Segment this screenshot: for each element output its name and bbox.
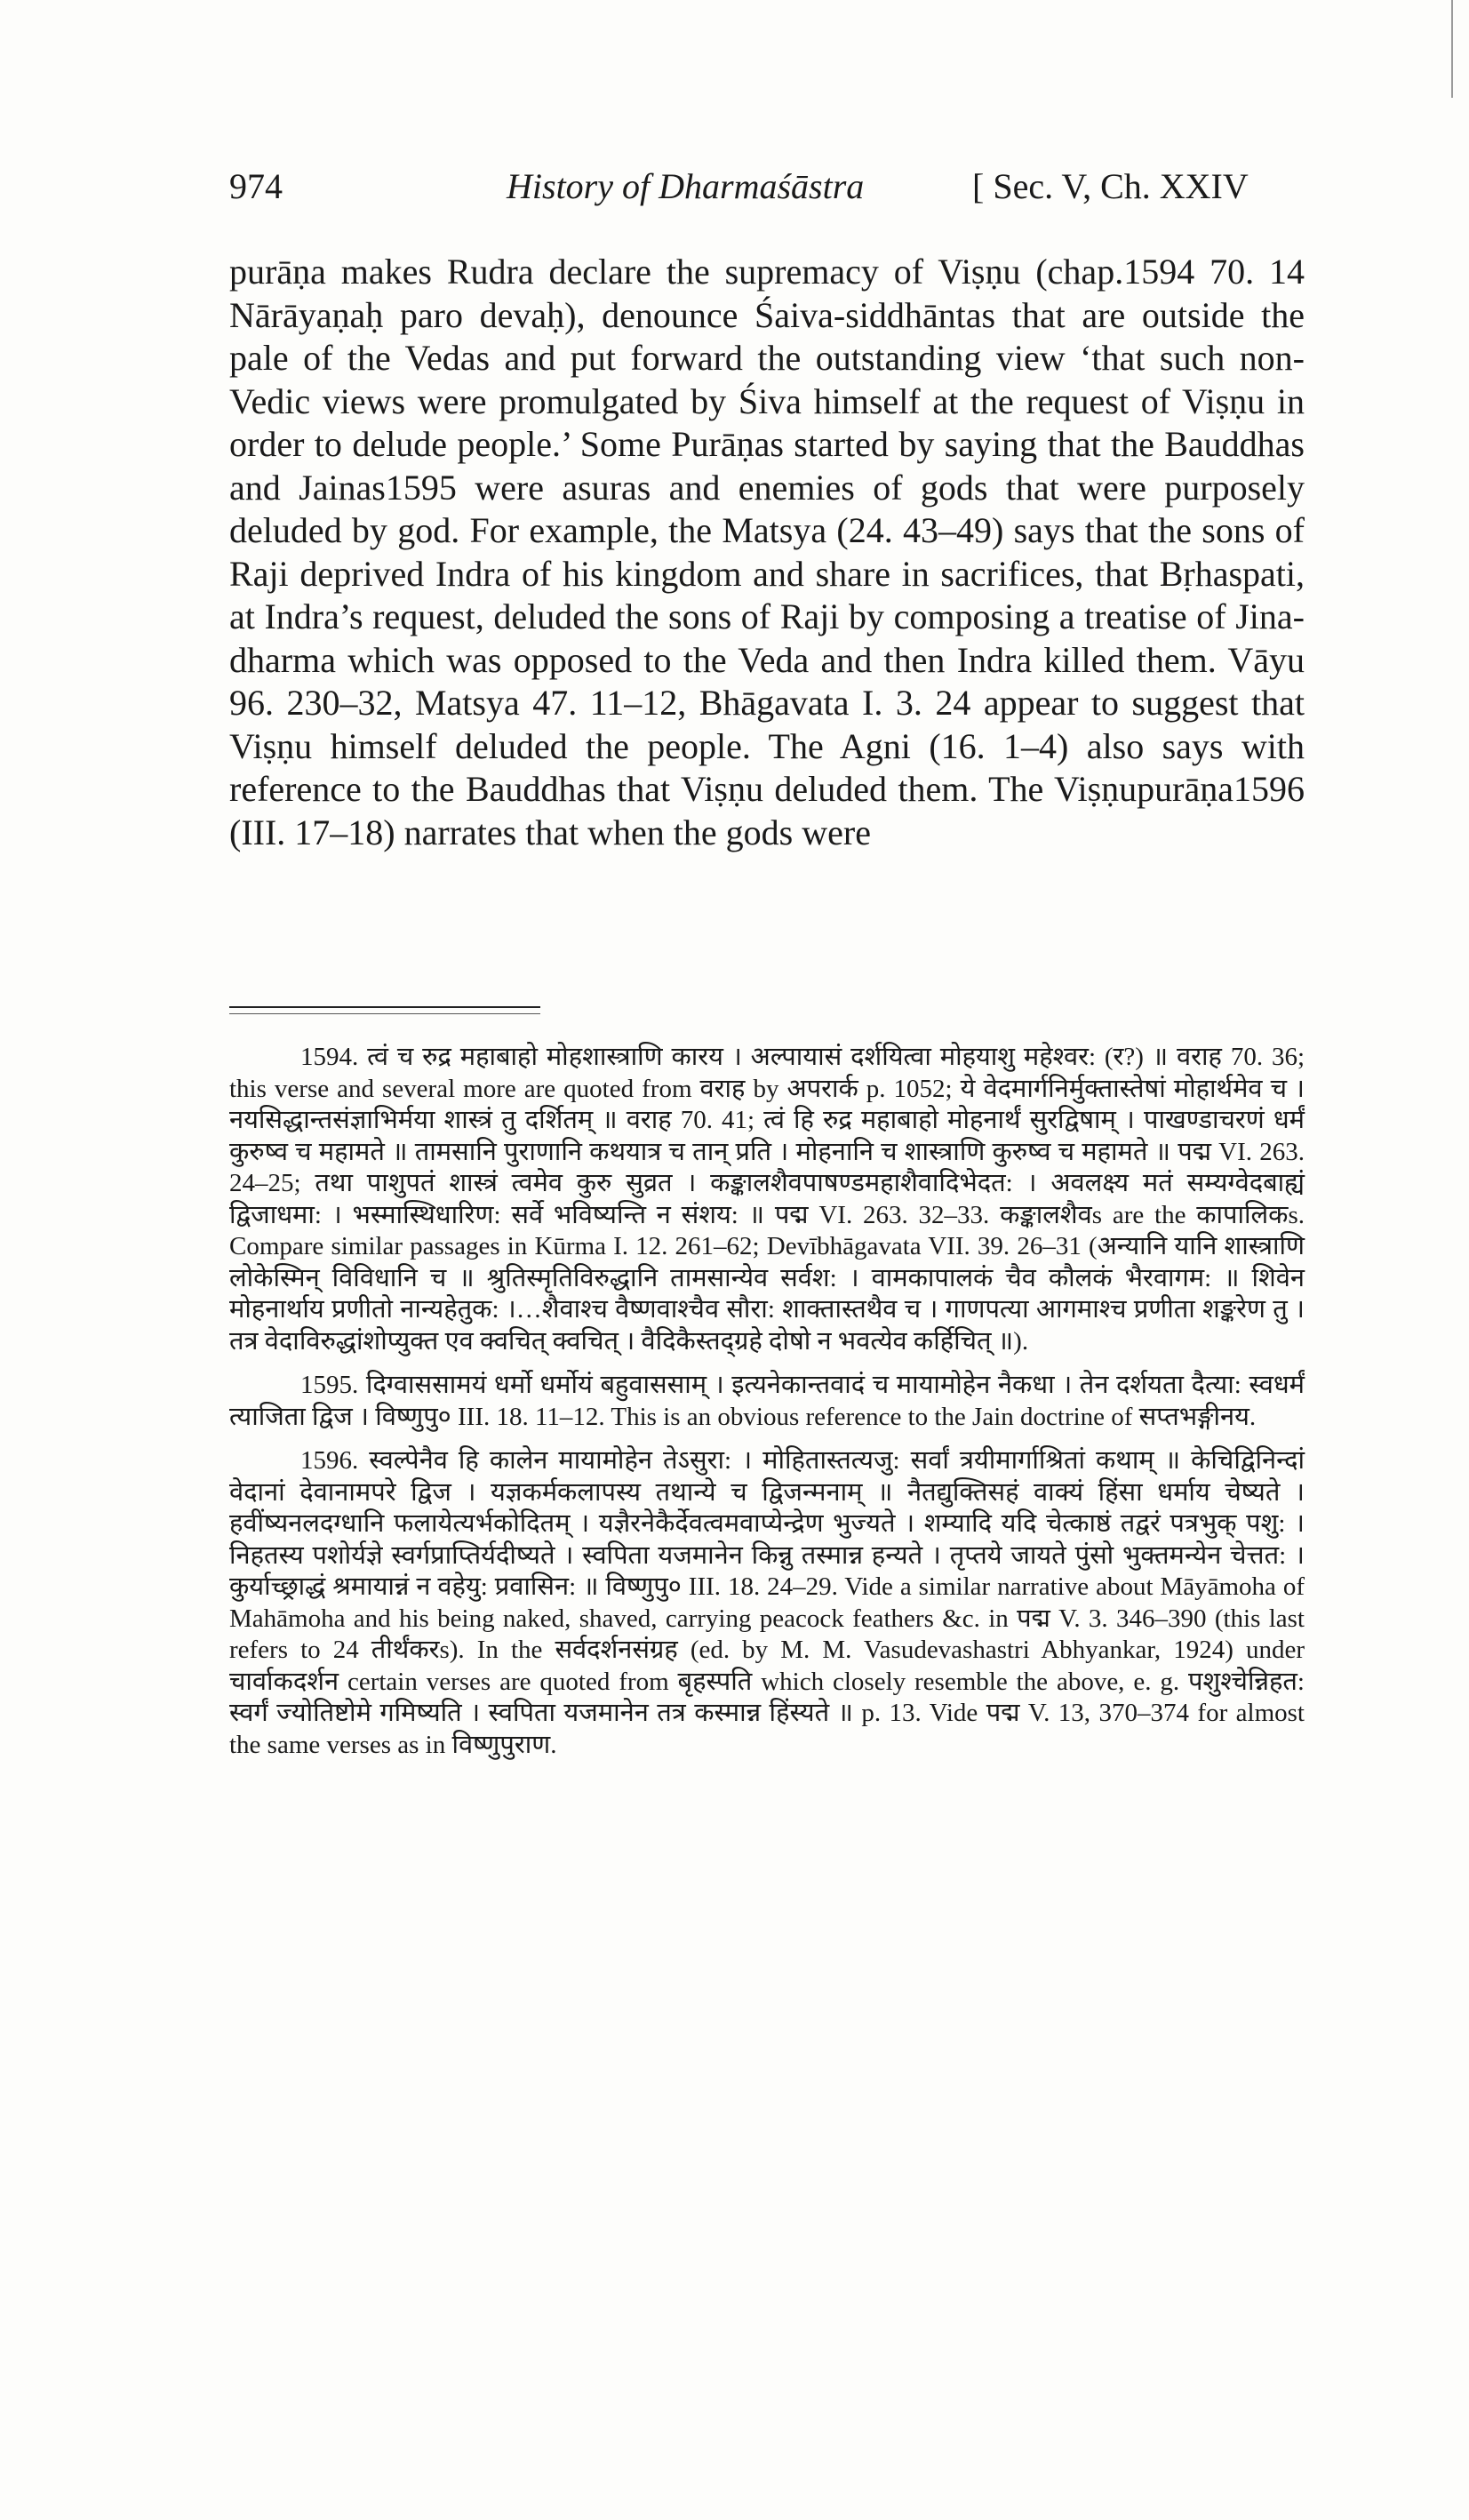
footnote-separator-thin — [229, 1013, 540, 1014]
footnote-number: 1595. — [300, 1371, 359, 1399]
main-text — [229, 251, 1305, 854]
scan-edge-line — [1451, 0, 1453, 98]
footnote-text: त्वं च रुद्र महाबाहो मोहशास्त्राणि कारय । अल्पायासं दर्शयित्वा मोहयाशु महेश्वर: (र?) ॥ वराह 70. 36; this verse and several more are quoted from वराह by अपरार्क p. 1052; ये वेदमार्गनिर्मुक्तास्तेषां मोहार्थमेव च । नयसिद्धान्तसंज्ञाभिर्मया शास्त्रं तु दर्शितम् ॥ वराह 70. 41; त्वं हि रुद्र महाबाहो मोहनार्थं सुरद्विषाम् । पाखण्डाचरणं धर्मं कुरुष्व च महामते ॥ तामसानि पुराणानि कथयात्र च तान् प्रति । मोहनानि च शास्त्राणि कुरुष्व च महामते ॥ पद्म VI. 263. 24–25; तथा पाशुपतं शास्त्रं त्वमेव कुरु सुव्रत । कङ्कालशैवपाषण्डमहाशैवादिभेदत: । अवलक्ष्य मतं सम्यग्वेदबाह्यं द्विजाधमा: । भस्मास्थिधारिण: सर्वे भविष्यन्ति न संशय: ॥ पद्म VI. 263. 32–33. कङ्कालशैवs are the कापालिकs. Compare similar passages in Kūrma I. 12. 261–62; Devībhāgavata VII. 39. 26–31 (अन्यानि यानि शास्त्राणि लोकेस्मिन् विविधानि च ॥ श्रुतिस्मृतिविरुद्धानि तामसान्येव सर्वश: । वामकापालकं चैव कौलकं भैरवागम: ॥ शिवेन मोहनार्थाय प्रणीतो नान्यहेतुक: ।…शैवाश्च वैष्णवाश्चैव सौरा: शाक्तास्तथैव च । गाणपत्या आगमाश्च प्रणीता शङ्करेण तु । तत्र वेदाविरुद्धांशोप्युक्त एव क्वचित् क्वचित् । वैदिकैस्तद्ग्रहे दोषो न भवत्येव कर्हिचित् ॥). — [229, 1043, 1305, 1356]
running-title: History of Dharmaśāstra — [507, 166, 865, 206]
footnote-text: दिग्वाससामयं धर्मो धर्मोयं बहुवाससाम् । इत्यनेकान्तवादं च मायामोहेन नैकधा । तेन दर्शयता दैत्या: स्वधर्मं त्याजिता द्विज । विष्णुपु० III. 18. 11–12. This is an obvious reference to the Jain doctrine of सप्तभङ्गीनय. — [229, 1371, 1305, 1431]
running-header — [229, 165, 1296, 219]
body-paragraph: purāṇa makes Rudra declare the supremacy of Viṣṇu (chap.1594 70. 14 Nārāyaṇaḥ paro devaḥ), denounce Śaiva-siddhāntas that are outside the pale of the Vedas and put forward the outstanding view ‘that such non-Vedic views were promulgated by Śiva himself at the request of Viṣṇu in order to delude people.’ Some Purāṇas started by saying that the Bauddhas and Jainas1595 were asuras and enemies of gods that were purposely deluded by god. For example, the Matsya (24. 43–49) says that the sons of Raji deprived Indra of his kingdom and share in sacrifices, that Bṛhaspati, at Indra’s request, deluded the sons of Raji by composing a treatise of Jina-dharma which was opposed to the Veda and then Indra killed them. Vāyu 96. 230–32, Matsya 47. 11–12, Bhāgavata I. 3. 24 appear to suggest that Viṣṇu himself deluded the people. The Agni (16. 1–4) also says with reference to the Bauddhas that Viṣṇu deluded them. The Viṣṇupurāṇa1596 (III. 17–18) narrates that when the gods were — [229, 252, 1305, 852]
footnote-separator — [229, 1006, 540, 1008]
page-number: 974 — [229, 166, 283, 206]
footnote-text: स्वल्पेनैव हि कालेन मायामोहेन तेऽसुरा: । मोहितास्तत्यजु: सर्वां त्रयीमार्गाश्रितां कथाम् ॥ केचिद्विनिन्दां वेदानां देवानामपरे द्विज । यज्ञकर्मकलापस्य तथान्ये च द्विजन्मनाम् ॥ नैतद्युक्तिसहं वाक्यं हिंसा धर्माय चेष्यते । हवींष्यनलदग्धानि फलायेत्यर्भकोदितम् । यज्ञैरनेकैर्देवत्वमवाप्येन्द्रेण भुज्यते । शम्यादि यदि चेत्काष्ठं तद्वरं पत्रभुक् पशु: । निहतस्य पशोर्यज्ञे स्वर्गप्राप्तिर्यदीष्यते । स्वपिता यजमानेन किन्नु तस्मान्न हन्यते । तृप्तये जायते पुंसो भुक्तमन्येन चेत्तत: । कुर्याच्छ्राद्धं श्रमायान्नं न वहेयु: प्रवासिन: ॥ विष्णुपु० III. 18. 24–29. Vide a similar narrative about Māyāmoha of Mahāmoha and his being naked, shaved, carrying peacock feathers &c. in पद्म V. 3. 346–390 (this last refers to 24 तीर्थंकरs). In the सर्वदर्शनसंग्रह (ed. by M. M. Vasudevashastri Abhyankar, 1924) under चार्वाकदर्शन certain verses are quoted from बृहस्पति which closely resemble the above, e. g. पशुश्चेन्निहत: स्वर्गं ज्योतिष्टोमे गमिष्यति । स्वपिता यजमानेन तत्र कस्मान्न हिंस्यते ॥ p. 13. Vide पद्म V. 13, 370–374 for almost the same verses as in विष्णुपुराण. — [229, 1446, 1305, 1759]
footnote-1594 — [229, 1042, 1305, 1357]
footnote-1596 — [229, 1445, 1305, 1761]
footnotes — [229, 1042, 1305, 1773]
footnote-number: 1596. — [300, 1446, 359, 1475]
footnote-number: 1594. — [300, 1043, 359, 1071]
section-reference: [ Sec. V, Ch. XXIV — [972, 166, 1249, 206]
footnote-1595 — [229, 1370, 1305, 1433]
